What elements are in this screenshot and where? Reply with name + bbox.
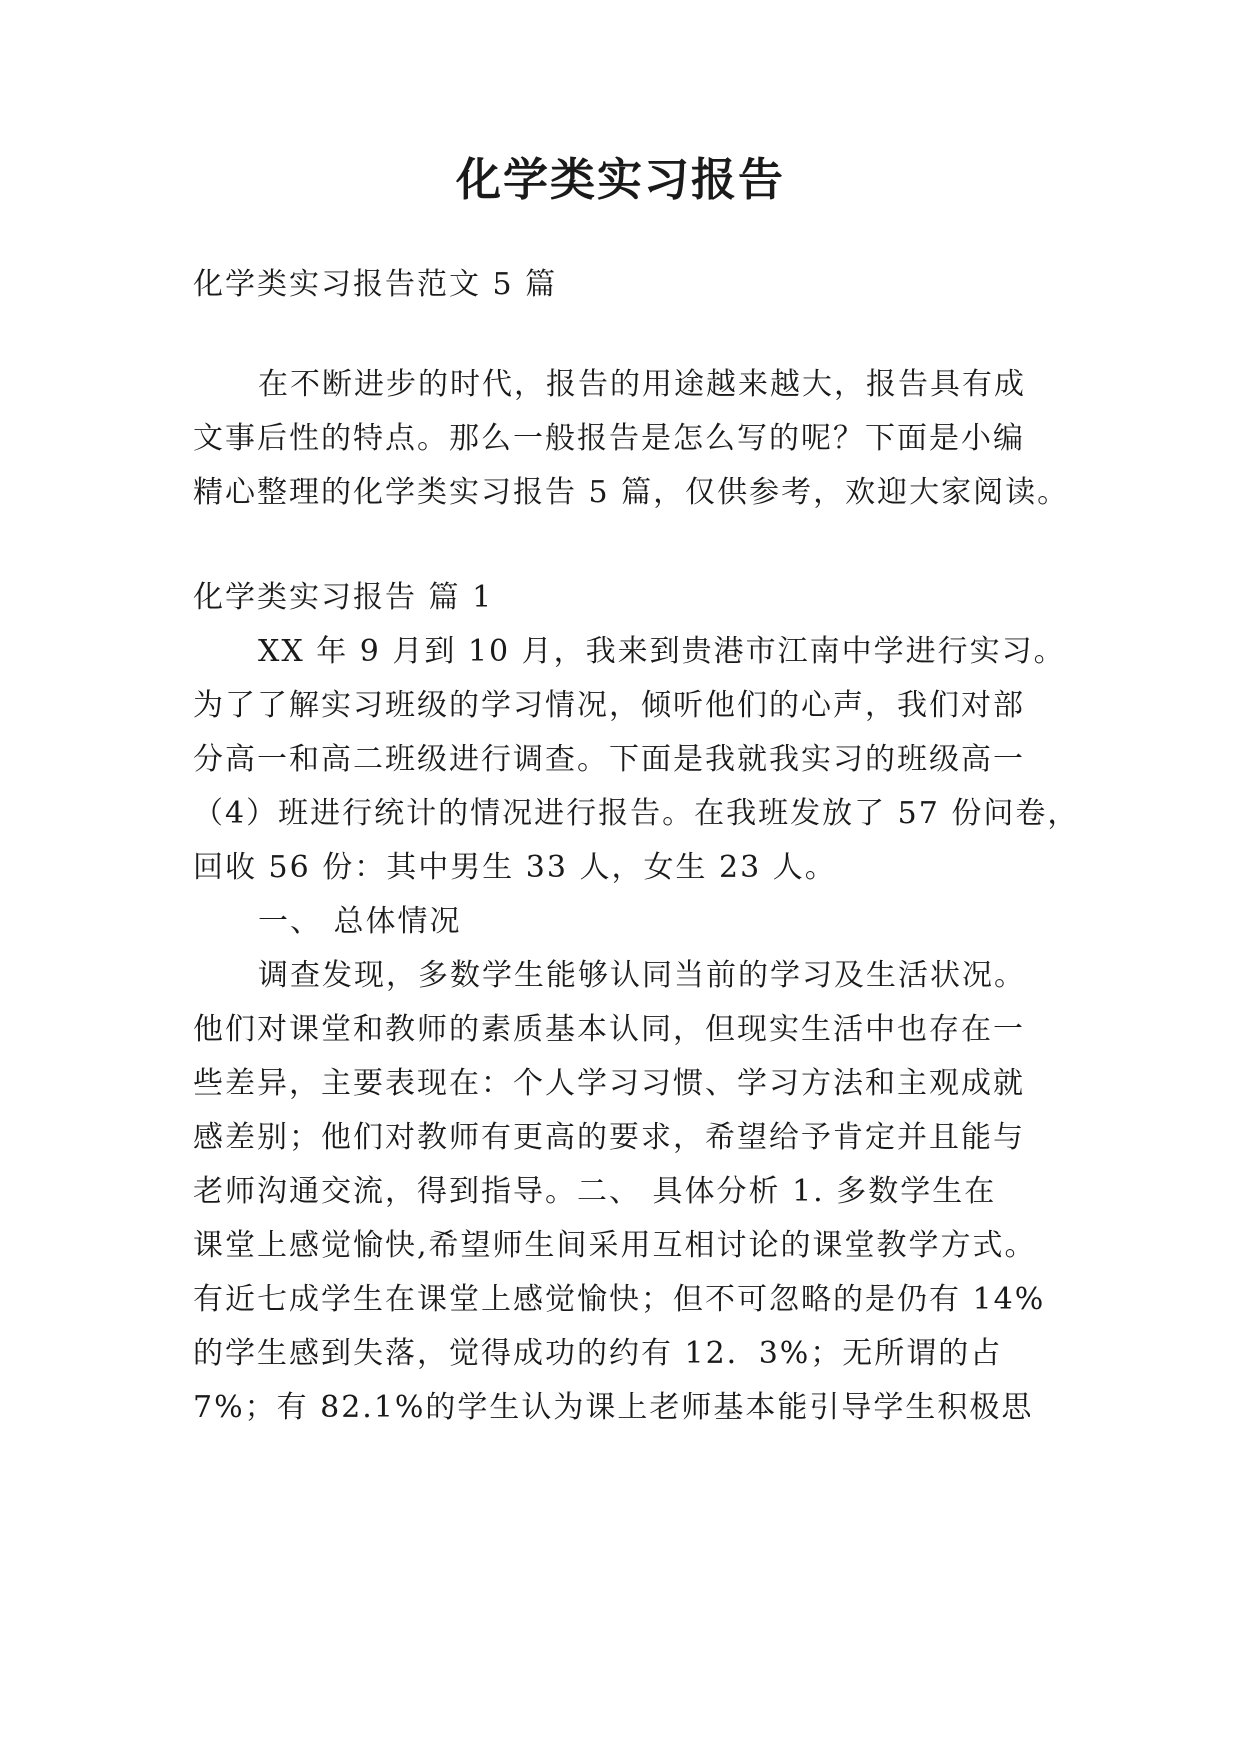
body-line-8: 些差异，主要表现在：个人学习习惯、学习方法和主观成就: [193, 1066, 1025, 1101]
body-line-4: （4）班进行统计的情况进行报告。在我班发放了 57 份问卷，: [193, 796, 1080, 831]
document-subtitle: 化学类实习报告范文 5 篇: [193, 267, 558, 302]
body-line-13: 的学生感到失落，觉得成功的约有 12．3%；无所谓的占: [193, 1336, 1003, 1371]
body-line-9: 感差别；他们对教师有更高的要求，希望给予肯定并且能与: [193, 1120, 1025, 1155]
body-line-5: 回收 56 份：其中男生 33 人，女生 23 人。: [193, 850, 837, 885]
body-line-14: 7%；有 82.1%的学生认为课上老师基本能引导学生积极思: [193, 1390, 1034, 1425]
intro-line-3: 精心整理的化学类实习报告 5 篇，仅供参考，欢迎大家阅读。: [193, 475, 1070, 510]
body-line-3: 分高一和高二班级进行调查。下面是我就我实习的班级高一: [193, 742, 1025, 777]
body-line-12: 有近七成学生在课堂上感觉愉快；但不可忽略的是仍有 14%: [193, 1282, 1046, 1317]
body-line-7: 他们对课堂和教师的素质基本认同，但现实生活中也存在一: [193, 1012, 1025, 1047]
subheading-overall: 一、 总体情况: [258, 904, 462, 939]
body-line-6: 调查发现，多数学生能够认同当前的学习及生活状况。: [258, 958, 1026, 993]
intro-line-2: 文事后性的特点。那么一般报告是怎么写的呢？下面是小编: [193, 421, 1025, 456]
body-line-1: XX 年 9 月到 10 月，我来到贵港市江南中学进行实习。: [258, 634, 1066, 669]
body-line-10: 老师沟通交流，得到指导。二、 具体分析 1. 多数学生在: [193, 1174, 997, 1209]
body-line-2: 为了了解实习班级的学习情况，倾听他们的心声，我们对部: [193, 688, 1025, 723]
intro-line-1: 在不断进步的时代，报告的用途越来越大，报告具有成: [258, 367, 1026, 402]
section-heading: 化学类实习报告 篇 1: [193, 580, 494, 615]
body-line-11: 课堂上感觉愉快,希望师生间采用互相讨论的课堂教学方式。: [193, 1228, 1037, 1263]
document-title: 化学类实习报告: [455, 153, 785, 206]
